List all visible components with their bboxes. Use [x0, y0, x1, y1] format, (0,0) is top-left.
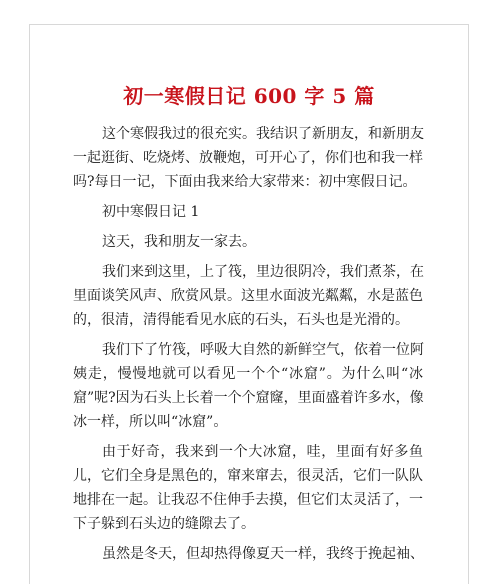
text-line: 地排在一起。让我忍不住伸手去摸，但它们太灵活了，一	[73, 492, 423, 508]
section-heading: 初中寒假日记 1	[102, 204, 200, 220]
paragraph	[73, 230, 423, 254]
text-line: 冰一样，所以叫“冰窟”。	[73, 414, 228, 430]
text-line: 的，很清，清得能看见水底的石头，石头也是光滑的。	[73, 312, 409, 328]
text-line: 我们下了竹筏，呼吸大自然的新鲜空气，依着一位阿	[102, 342, 424, 358]
paragraph	[73, 260, 423, 332]
text-line: 这天，我和朋友一家去。	[102, 234, 256, 250]
text-line: 吗?每日一记，下面由我来给大家带来：初中寒假日记。	[73, 174, 417, 190]
text-line: 由于好奇，我来到一个大冰窟，哇，里面有好多鱼	[102, 444, 423, 460]
paragraph	[73, 338, 423, 434]
text-line: 这个寒假我过的很充实。我结识了新朋友，和新朋友	[102, 126, 424, 142]
document-page	[29, 24, 469, 584]
paragraph	[73, 440, 423, 536]
paragraph	[73, 542, 423, 566]
text-line: 儿，它们全身是黑色的，窜来窜去，很灵活，它们一队队	[73, 468, 423, 484]
text-line: 下子躲到石头边的缝隙去了。	[73, 516, 255, 532]
text-line: 里面谈笑风声、欣赏风景。这里水面波光粼粼，水是蓝色	[73, 288, 423, 304]
paragraph-heading	[73, 200, 423, 224]
text-line: 姨走，慢慢地就可以看见一个个“冰窟”。为什么叫“冰	[73, 366, 423, 382]
document-body	[73, 122, 423, 572]
document-title: 初一寒假日记 600 字 5 篇	[123, 84, 375, 108]
text-line: 窟”呢?因为石头上长着一个个窟窿，里面盛着许多水，像	[73, 390, 424, 406]
text-line: 一起逛街、吃烧烤、放鞭炮，可开心了，你们也和我一样	[73, 150, 423, 166]
text-line: 虽然是冬天，但却热得像夏天一样，我终于挽起袖、	[102, 546, 424, 562]
text-line: 我们来到这里，上了筏，里边很阴冷，我们煮茶，在	[102, 264, 424, 280]
paragraph-intro	[73, 122, 423, 194]
